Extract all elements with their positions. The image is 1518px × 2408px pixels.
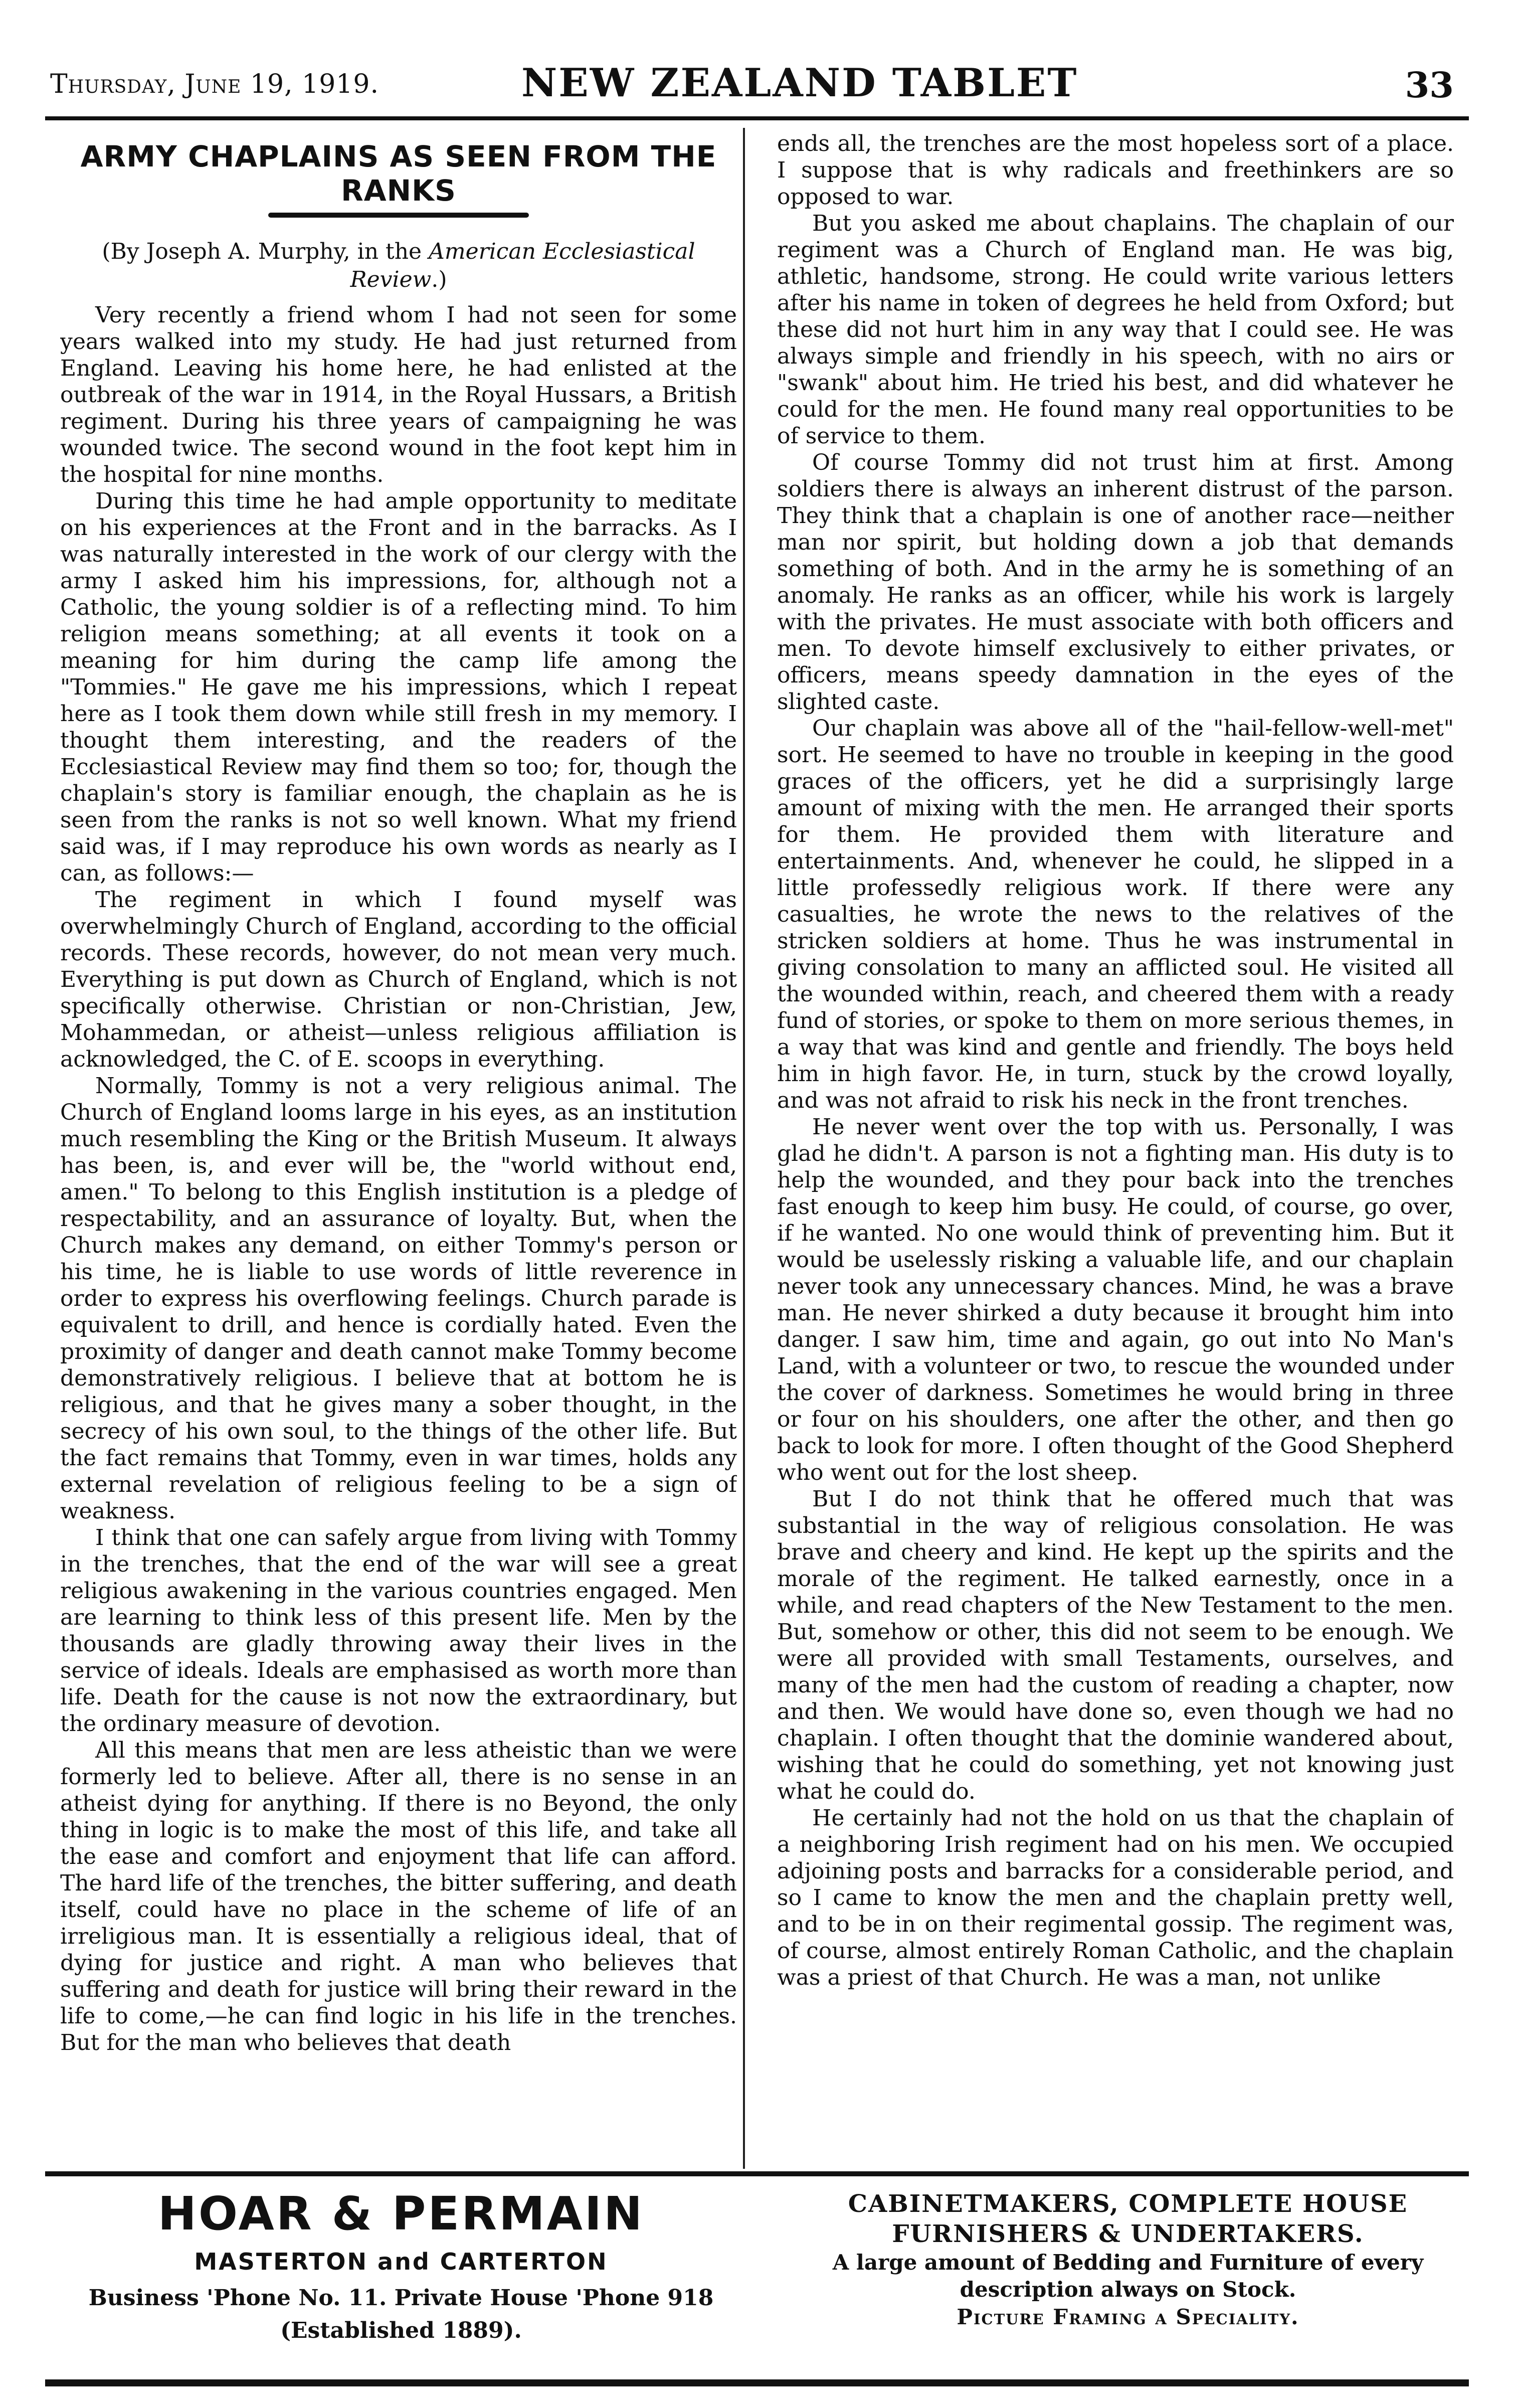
- masthead-title: NEW ZEALAND TABLET: [521, 60, 1078, 106]
- page-number: 33: [1405, 64, 1454, 106]
- paragraph: All this means that men are less atheistic than we were formerly led to believe. After all, there is no sense in an atheist dying for anything. If there is no Beyond, the only thing in logic is to make the most of this life, and take all the ease and comfort and enjoyment that life can afford. The hard life of the trenches, the bitter suffering, and death itself, could have no place in the scheme of life of an irreligious man. It is essentially a religious ideal, that of dying for justice and right. A man who believes that suffering and death for justice will bring their reward in the life to come,—he can find logic in his life in the trenches. But for the man who believes that death: [60, 1738, 737, 2055]
- paragraph: Very recently a friend whom I had not seen for some years walked into my study. He had just returned from England. Leaving his home here, he had enlisted at the outbreak of the war in 1914, in the Royal Hussars, a British regiment. During his three years of campaigning he was wounded twice. The second wound in the foot kept him in the hospital for nine months.: [60, 302, 737, 487]
- paragraph: Of course Tommy did not trust him at first. Among soldiers there is always an inherent distrust of the parson. They think that a chaplain is one of another race—neither man nor spirit, but holding down a job that demands something of both. And in the army he is something of an anomaly. He ranks as an officer, while his work is largely with the privates. He must associate with both officers and men. To devote himself exclusively to either privates, or officers, means speedy damnation in the eyes of the slighted caste.: [777, 450, 1454, 715]
- issue-date: Thursday, June 19, 1919.: [50, 69, 379, 99]
- advert-line: CABINETMAKERS, COMPLETE HOUSE: [848, 2190, 1408, 2218]
- advertisement-hoar-permain: [55, 2189, 747, 2369]
- paragraph: He never went over the top with us. Personally, I was glad he didn't. A parson is not a fighting man. His duty is to help the wounded, and they pour back into the trenches fast enough to keep him busy. He could, of course, go over, if he wanted. No one would think of preventing him. But it would be uselessly risking a valuable life, and our chaplain never took any unnecessary chances. Mind, he was a brave man. He never shirked a duty because it brought him into danger. I saw him, time and again, go out into No Man's Land, with a volunteer or two, to rescue the wounded under the cover of darkness. Sometimes he would bring in three or four on his shoulders, one after the other, and then go back to look for more. I often thought of the Good Shepherd who went out for the lost sheep.: [777, 1114, 1454, 1485]
- paragraph: During this time he had ample opportunity to meditate on his experiences at the Front and in the barracks. As I was naturally interested in the work of our clergy with the army I asked him his impressions, for, although not a Catholic, the young soldier is of a reflecting mind. To him religion means something; at all events it took on a meaning for him during the camp life among the "Tommies." He gave me his impressions, which I repeat here as I took them down while still fresh in my memory. I thought them interesting, and the readers of the Ecclesiastical Review may find them so too; for, though the chaplain's story is familiar enough, the chaplain as he is seen from the ranks is not so well known. What my friend said was, if I may reproduce his own words as nearly as I can, as follows:—: [60, 488, 737, 886]
- advert-line: description always on Stock.: [960, 2277, 1296, 2302]
- paragraph: But I do not think that he offered much that was substantial in the way of religious consolation. He was brave and cheery and kind. He kept up the spirits and the morale of the regiment. He talked earnestly, once in a while, and read chapters of the New Testament to the men. But, somehow or other, this did not seem to be enough. We were all provided with small Testaments, ourselves, and many of the men had the custom of reading a chapter, now and then. We would have done so, even though we had no chaplain. I often thought that the dominie wandered about, wishing that he could do something, yet not knowing just what he could do.: [777, 1486, 1454, 1804]
- advert-rule: [45, 2171, 1469, 2176]
- paragraph: Our chaplain was above all of the "hail-fellow-well-met" sort. He seemed to have no trouble in keeping in the good graces of the officers, yet he did a surprisingly large amount of mixing with the men. He arranged their sports for them. He provided them with literature and entertainments. And, whenever he could, he slipped in a little professedly religious work. If there were any casualties, he wrote the news to the relatives of the stricken soldiers at home. Thus he was instrumental in giving consolation to many an afflicted soul. He visited all the wounded within, reach, and cheered them with a ready fund of stories, or spoke to them on more serious themes, in a way that was kind and gentle and friendly. The boys held him in high favor. He, in turn, stuck by the crowd loyally, and was not afraid to risk his neck in the front trenches.: [777, 716, 1454, 1113]
- left-column: [60, 130, 737, 2166]
- paragraph: The regiment in which I found myself was overwhelmingly Church of England, according to the official records. These records, however, do not mean very much. Everything is put down as Church of England, which is not specifically otherwise. Christian or non-Christian, Jew, Mohammedan, or atheist—unless religious affiliation is acknowledged, the C. of E. scoops in everything.: [60, 887, 737, 1072]
- advert-line: Picture Framing a Speciality.: [957, 2305, 1299, 2329]
- byline-publication: American Ecclesiastical Review: [350, 239, 695, 292]
- advert-phones: Business 'Phone No. 11. Private House 'Phone 918: [88, 2285, 714, 2311]
- paragraph: ends all, the trenches are the most hopeless sort of a place. I suppose that is why radicals and freethinkers are so opposed to war.: [777, 131, 1454, 210]
- advertisement-cabinetmakers: [772, 2189, 1484, 2369]
- advert-line: FURNISHERS & UNDERTAKERS.: [892, 2220, 1364, 2248]
- advert-business-name: HOAR & PERMAIN: [157, 2187, 645, 2241]
- article-byline: [60, 238, 737, 294]
- footer-rule: [45, 2379, 1469, 2386]
- right-column: [777, 130, 1454, 2166]
- column-divider: [743, 128, 745, 2169]
- byline-prefix: (By Joseph A. Murphy, in the: [102, 239, 429, 264]
- running-head: [30, 60, 1484, 115]
- byline-suffix: .): [431, 267, 447, 292]
- article-headline: ARMY CHAPLAINS AS SEEN FROM THE RANKS: [80, 139, 717, 208]
- header-rule: [45, 116, 1469, 120]
- paragraph: But you asked me about chaplains. The chaplain of our regiment was a Church of England man. He was big, athletic, handsome, strong. He could write various letters after his name in token of degrees he held from Oxford; but these did not hurt him in any way that I could see. He was always simple and friendly in his speech, with no airs or "swank" about him. He tried his best, and did whatever he could for the men. He found many real opportunities to be of service to them.: [777, 211, 1454, 449]
- advert-line: A large amount of Bedding and Furniture of every: [832, 2250, 1424, 2275]
- paragraph: Normally, Tommy is not a very religious animal. The Church of England looms large in his eyes, as an institution much resembling the King or the British Museum. It always has been, is, and ever will be, the "world without end, amen." To belong to this English institution is a pledge of respectability, and an assurance of loyalty. But, when the Church makes any demand, on either Tommy's person or his time, he is liable to use words of little reverence in order to express his overflowing feelings. Church parade is equivalent to drill, and hence is cordially hated. Even the proximity of danger and death cannot make Tommy become demonstratively religious. I believe that at bottom he is religious, and that he gives many a sober thought, in the secrecy of his own soul, to the things of the other life. But the fact remains that Tommy, even in war times, holds any external revelation of religious feeling to be a sign of weakness.: [60, 1073, 737, 1524]
- paragraph: He certainly had not the hold on us that the chaplain of a neighboring Irish regiment had on his men. We occupied adjoining posts and barracks for a considerable period, and so I came to know the men and the chaplain pretty well, and to be in on their regimental gossip. The regiment was, of course, almost entirely Roman Catholic, and the chaplain was a priest of that Church. He was a man, not unlike: [777, 1805, 1454, 1990]
- headline-ornament-rule: [268, 213, 529, 218]
- paragraph: I think that one can safely argue from living with Tommy in the trenches, that the end of the war will see a great religious awakening in the various countries engaged. Men are learning to think less of this present life. Men by the thousands are gladly throwing away their lives in the service of ideals. Ideals are emphasised as worth more than life. Death for the cause is not now the extraordinary, but the ordinary measure of devotion.: [60, 1525, 737, 1737]
- advert-towns: MASTERTON and CARTERTON: [194, 2248, 608, 2275]
- advert-established: (Established 1889).: [280, 2318, 522, 2343]
